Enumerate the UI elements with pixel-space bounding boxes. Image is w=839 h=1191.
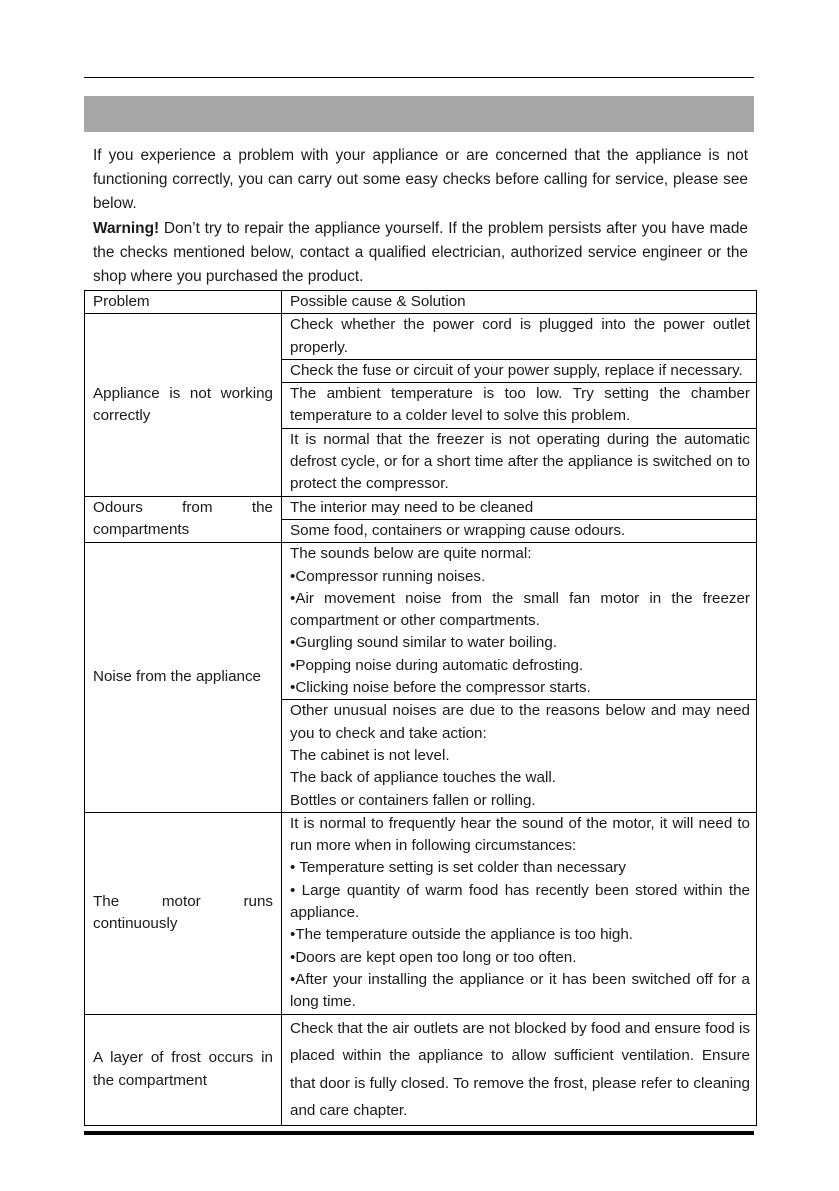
cause-bullet: • Temperature setting is set colder than necessary bbox=[290, 859, 626, 877]
cause-bullet: •Popping noise during automatic defrosting. bbox=[290, 656, 584, 674]
cause-cell bbox=[282, 314, 757, 360]
problem-cell: The motor runs continuously bbox=[85, 812, 282, 1014]
cause-line: The cabinet is not level. bbox=[290, 746, 450, 764]
warning-paragraph bbox=[93, 217, 748, 290]
cause-line: Some food, containers or wrapping cause odours. bbox=[290, 521, 626, 539]
problem-cell: Odours from the compartments bbox=[85, 496, 282, 543]
cause-cell bbox=[282, 519, 757, 542]
intro-text bbox=[93, 144, 748, 289]
footer-rule bbox=[84, 1131, 754, 1135]
cause-cell bbox=[282, 700, 757, 812]
cause-bullet: •Compressor running noises. bbox=[290, 567, 486, 585]
cause-line: Check whether the power cord is plugged into the power outlet properly. bbox=[290, 316, 750, 356]
cause-line: It is normal that the freezer is not operating during the automatic defrost cycle, or for a short time after the appliance is switched on to protect the compressor. bbox=[290, 430, 750, 493]
cause-cell bbox=[282, 383, 757, 429]
cause-bullet: •Doors are kept open too long or too often. bbox=[290, 948, 577, 966]
cause-bullet: •Air movement noise from the small fan motor in the freezer compartment or other compartments. bbox=[290, 589, 750, 630]
cause-line: The sounds below are quite normal: bbox=[290, 545, 532, 563]
header-problem: Problem bbox=[85, 291, 282, 314]
cause-cell bbox=[282, 1014, 757, 1125]
table-header-row bbox=[85, 291, 757, 314]
cause-cell bbox=[282, 543, 757, 700]
cause-bullet: •After your installing the appliance or it has been switched off for a long time. bbox=[290, 970, 750, 1011]
problem-cell: Appliance is not working correctly bbox=[85, 314, 282, 496]
cause-cell bbox=[282, 428, 757, 496]
cause-cell bbox=[282, 812, 757, 1014]
table-row bbox=[85, 543, 757, 700]
section-title-bar bbox=[84, 96, 754, 132]
table-row bbox=[85, 1014, 757, 1125]
warning-text: Don’t try to repair the appliance yourself. If the problem persists after you have made the checks mentioned below, contact a qualified electrician, authorized service engineer or the shop where you purchased the product. bbox=[93, 219, 748, 286]
warning-label: Warning! bbox=[93, 219, 160, 237]
problem-cell: Noise from the appliance bbox=[85, 543, 282, 813]
cause-line: It is normal to frequently hear the sound of the motor, it will need to run more when in following circumstances: bbox=[290, 814, 750, 855]
troubleshooting-table bbox=[84, 290, 757, 1126]
cause-line: Check the fuse or circuit of your power supply, replace if necessary. bbox=[290, 361, 743, 379]
cause-bullet: •Clicking noise before the compressor starts. bbox=[290, 679, 591, 697]
table-row bbox=[85, 812, 757, 1014]
problem-cell: A layer of frost occurs in the compartment bbox=[85, 1014, 282, 1125]
cause-line: Check that the air outlets are not blocked by food and ensure food is placed within the appliance to allow sufficient ventilation. Ensure that door is fully closed. To remove the frost, please refer to cleaning and care chapter. bbox=[290, 1019, 750, 1119]
intro-paragraph: If you experience a problem with your appliance or are concerned that the appliance is not functioning correctly, you can carry out some easy checks before calling for service, please see below. bbox=[93, 147, 748, 213]
table-row bbox=[85, 496, 757, 519]
cause-cell bbox=[282, 359, 757, 382]
cause-bullet: •Gurgling sound similar to water boiling. bbox=[290, 634, 558, 652]
cause-cell bbox=[282, 496, 757, 519]
table-row bbox=[85, 314, 757, 360]
header-rule bbox=[84, 77, 754, 78]
cause-line: The ambient temperature is too low. Try setting the chamber temperature to a colder level to solve this problem. bbox=[290, 385, 750, 425]
cause-line: Other unusual noises are due to the reasons below and may need you to check and take action: bbox=[290, 702, 750, 742]
cause-bullet: •The temperature outside the appliance is too high. bbox=[290, 926, 634, 944]
header-solution: Possible cause & Solution bbox=[282, 291, 757, 314]
cause-bullet: • Large quantity of warm food has recently been stored within the appliance. bbox=[290, 881, 750, 922]
cause-line: The interior may need to be cleaned bbox=[290, 498, 534, 516]
cause-line: The back of appliance touches the wall. bbox=[290, 769, 556, 787]
cause-line: Bottles or containers fallen or rolling. bbox=[290, 791, 536, 809]
